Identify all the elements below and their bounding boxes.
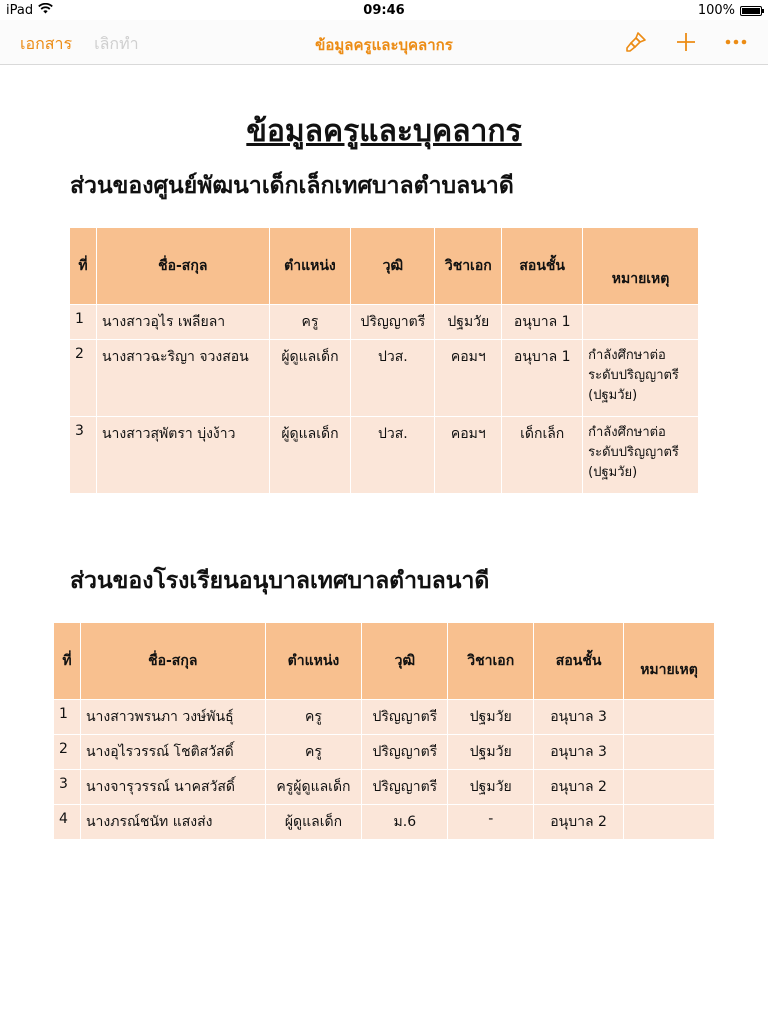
cell-no: 1 [54, 700, 81, 735]
app-toolbar [0, 20, 768, 65]
column-header: สอนชั้น [534, 623, 624, 700]
cell-position: ครู [265, 735, 362, 770]
cell-note [583, 305, 699, 340]
cell-name: นางภรณ์ชนัท แสงส่ง [80, 805, 265, 840]
table-row [54, 805, 715, 840]
battery-icon [740, 6, 762, 16]
column-header: ตำแหน่ง [269, 228, 351, 305]
section-heading-kindergarten: ส่วนของโรงเรียนอนุบาลเทศบาลตำบลนาดี [70, 568, 490, 594]
cell-major: คอมฯ [435, 340, 502, 417]
column-header: หมายเหตุ [583, 228, 699, 305]
cell-name: นางสาวอุไร เพลียลา [96, 305, 269, 340]
cell-note [624, 700, 715, 735]
cell-no: 2 [54, 735, 81, 770]
staff-table-kindergarten [53, 622, 715, 840]
cell-note [624, 770, 715, 805]
cell-major: ปฐมวัย [448, 735, 534, 770]
table-row [70, 340, 699, 417]
paintbrush-icon[interactable] [622, 28, 650, 56]
cell-no: 3 [70, 417, 97, 494]
cell-no: 3 [54, 770, 81, 805]
column-header: วิชาเอก [448, 623, 534, 700]
cell-degree: ปริญญาตรี [351, 305, 435, 340]
table-row [54, 700, 715, 735]
toolbar-right [622, 28, 750, 56]
cell-no: 1 [70, 305, 97, 340]
cell-major: ปฐมวัย [448, 770, 534, 805]
status-bar [0, 0, 768, 20]
table-row [54, 735, 715, 770]
status-right [698, 3, 762, 18]
cell-degree: ปวส. [351, 417, 435, 494]
clock: 09:46 [363, 3, 405, 18]
more-icon[interactable] [722, 28, 750, 56]
column-header: สอนชั้น [502, 228, 583, 305]
column-header: ชื่อ-สกุล [96, 228, 269, 305]
plus-icon[interactable] [672, 28, 700, 56]
table-header-row [54, 623, 715, 700]
cell-name: นางสาวฉะริญา จวงสอน [96, 340, 269, 417]
cell-major: คอมฯ [435, 417, 502, 494]
cell-major: ปฐมวัย [435, 305, 502, 340]
cell-no: 4 [54, 805, 81, 840]
table-row [70, 417, 699, 494]
table-row [54, 770, 715, 805]
battery-percent: 100% [697, 3, 735, 18]
cell-position: ผู้ดูแลเด็ก [269, 340, 351, 417]
undo-button[interactable]: เลิกทำ [94, 34, 139, 53]
cell-position: ผู้ดูแลเด็ก [269, 417, 351, 494]
cell-class: เด็กเล็ก [502, 417, 583, 494]
cell-major: - [448, 805, 534, 840]
document-title: ข้อมูลครูและบุคลากร [246, 114, 522, 149]
cell-no: 2 [70, 340, 97, 417]
column-header: วิชาเอก [435, 228, 502, 305]
cell-position: ครู [265, 700, 362, 735]
column-header: หมายเหตุ [624, 623, 715, 700]
cell-note: กำลังศึกษาต่อระดับปริญญาตรี (ปฐมวัย) [583, 417, 699, 494]
document-name: ข้อมูลครูและบุคลากร [315, 36, 453, 54]
cell-name: นางอุไรวรรณ์ โชติสวัสดิ์ [80, 735, 265, 770]
cell-major: ปฐมวัย [448, 700, 534, 735]
cell-position: ครูผู้ดูแลเด็ก [265, 770, 362, 805]
cell-class: อนุบาล 3 [534, 735, 624, 770]
table-header-row [70, 228, 699, 305]
toolbar-left [20, 32, 139, 57]
cell-note [624, 735, 715, 770]
cell-class: อนุบาล 2 [534, 770, 624, 805]
cell-name: นางสาวสุพัตรา บุ่งง้าว [96, 417, 269, 494]
staff-table-daycare [69, 227, 699, 494]
cell-note: กำลังศึกษาต่อระดับปริญญาตรี (ปฐมวัย) [583, 340, 699, 417]
column-header: ตำแหน่ง [265, 623, 362, 700]
cell-name: นางสาวพรนภา วงษ์พันธุ์ [80, 700, 265, 735]
column-header: วุฒิ [362, 623, 448, 700]
cell-class: อนุบาล 2 [534, 805, 624, 840]
cell-class: อนุบาล 1 [502, 305, 583, 340]
cell-class: อนุบาล 3 [534, 700, 624, 735]
cell-degree: ม.6 [362, 805, 448, 840]
cell-degree: ปริญญาตรี [362, 700, 448, 735]
section-heading-daycare: ส่วนของศูนย์พัฒนาเด็กเล็กเทศบาลตำบลนาดี [70, 173, 514, 199]
device-label: iPad [6, 3, 34, 18]
cell-name: นางจารุวรรณ์ นาคสวัสดิ์ [80, 770, 265, 805]
cell-degree: ปริญญาตรี [362, 735, 448, 770]
documents-button[interactable]: เอกสาร [20, 34, 73, 53]
column-header: ที่ [54, 623, 81, 700]
cell-position: ครู [269, 305, 351, 340]
cell-note [624, 805, 715, 840]
cell-degree: ปวส. [351, 340, 435, 417]
cell-class: อนุบาล 1 [502, 340, 583, 417]
cell-position: ผู้ดูแลเด็ก [265, 805, 362, 840]
column-header: ที่ [70, 228, 97, 305]
cell-degree: ปริญญาตรี [362, 770, 448, 805]
column-header: ชื่อ-สกุล [80, 623, 265, 700]
column-header: วุฒิ [351, 228, 435, 305]
table-row [70, 305, 699, 340]
